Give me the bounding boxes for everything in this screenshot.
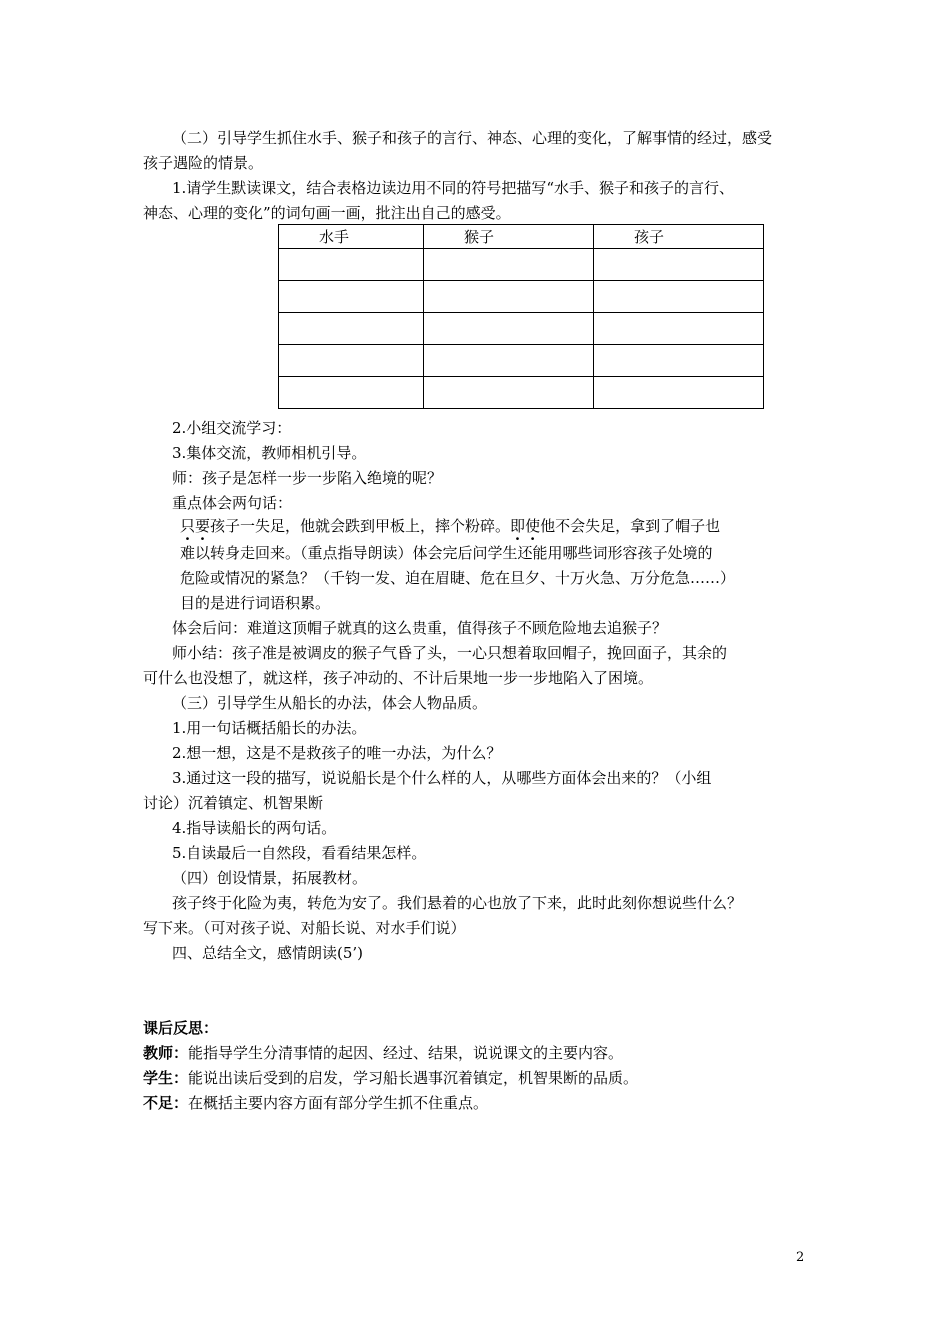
- table-cell: [279, 249, 424, 281]
- paragraph-line: 2.想一想，这是不是救孩子的唯一办法，为什么？: [172, 744, 502, 762]
- reflection-label: 学生：: [143, 1069, 189, 1087]
- emphasis-char: 要: [195, 517, 211, 535]
- paragraph-line: 4.指导读船长的两句话。: [172, 819, 337, 837]
- paragraph-line: 2.小组交流学习：: [172, 419, 292, 437]
- table-row: [279, 345, 764, 377]
- paragraph-line: 孩子终于化险为夷，转危为安了。我们悬着的心也放了下来，此时此刻你想说些什么？: [172, 894, 743, 912]
- paragraph-line: 5.自读最后一自然段，看看结果怎样。: [172, 844, 427, 862]
- table-cell: [594, 249, 764, 281]
- table-cell: [424, 313, 594, 345]
- paragraph-line: 师小结：孩子准是被调皮的猴子气昏了头，一心只想着取回帽子，挽回面子，其余的: [172, 644, 728, 662]
- reflection-text: 能说出读后受到的启发，学习船长遇事沉着镇定，机智果断的品质。: [188, 1069, 639, 1087]
- table-cell: [279, 377, 424, 409]
- reflection-label: 不足：: [143, 1094, 189, 1112]
- table-cell: [279, 281, 424, 313]
- paragraph-line: 3.通过这一段的描写，说说船长是个什么样的人，从哪些方面体会出来的？（小组: [172, 769, 712, 787]
- table-cell: [594, 281, 764, 313]
- emphasis-char: 即: [510, 517, 526, 535]
- table-header-cell: 孩子: [594, 225, 764, 249]
- key-sentence-line: 目的是进行词语积累。: [180, 594, 331, 612]
- table-cell: [424, 249, 594, 281]
- paragraph-line: 讨论）沉着镇定、机智果断: [143, 794, 324, 812]
- table-cell: [279, 313, 424, 345]
- paragraph-line: （三）引导学生从船长的办法，体会人物品质。: [172, 694, 488, 712]
- paragraph-line: 1.请学生默读课文，结合表格边读边用不同的符号把描写“水手、猴子和孩子的言行、: [172, 179, 734, 197]
- paragraph-line: 师：孩子是怎样一步一步陷入绝境的呢？: [172, 469, 443, 487]
- reflection-text: 在概括主要内容方面有部分学生抓不住重点。: [188, 1094, 489, 1112]
- table-cell: [424, 281, 594, 313]
- table-header-cell: 猴子: [424, 225, 594, 249]
- key-sentence-line: 危险或情况的紧急？（千钧一发、迫在眉睫、危在旦夕、十万火急、万分危急……）: [180, 569, 736, 587]
- table-cell: [424, 377, 594, 409]
- reflection-student: [143, 1068, 638, 1088]
- paragraph-line: 3.集体交流，教师相机引导。: [172, 444, 367, 462]
- paragraph-line: 神态、心理的变化”的词句画一画，批注出自己的感受。: [143, 204, 511, 222]
- emphasis-char: 使: [525, 517, 541, 535]
- table-cell: [279, 345, 424, 377]
- paragraph-line: 体会后问：难道这顶帽子就真的这么贵重，值得孩子不顾危险地去追猴子？: [172, 619, 668, 637]
- table-cell: [594, 345, 764, 377]
- table-row: [279, 377, 764, 409]
- reflection-title: 课后反思：: [143, 1019, 219, 1037]
- table-header-row: [279, 225, 764, 249]
- paragraph-line: 重点体会两句话：: [172, 494, 293, 512]
- page-number: 2: [796, 1250, 805, 1265]
- paragraph-line: 1.用一句话概括船长的办法。: [172, 719, 367, 737]
- paragraph-line: （二）引导学生抓住水手、猴子和孩子的言行、神态、心理的变化，了解事情的经过，感受: [172, 129, 773, 147]
- paragraph-line: 孩子遇险的情景。: [143, 154, 264, 172]
- key-sentence-line: [180, 516, 720, 536]
- emphasis-char: 只: [180, 517, 196, 535]
- reflection-text: 能指导学生分清事情的起因、经过、结果，说说课文的主要内容。: [188, 1044, 624, 1062]
- table-header-cell: 水手: [279, 225, 424, 249]
- table-cell: [594, 377, 764, 409]
- table-cell: [424, 345, 594, 377]
- paragraph-line: （四）创设情景，拓展教材。: [172, 869, 368, 887]
- reflection-teacher: [143, 1043, 623, 1063]
- table-row: [279, 313, 764, 345]
- key-sentence-line: 难以转身走回来。（重点指导朗读）体会完后问学生还能用哪些词形容孩子处境的: [180, 544, 713, 562]
- observation-table: [278, 224, 764, 409]
- reflection-label: 教师：: [143, 1044, 189, 1062]
- reflection-lack: [143, 1093, 488, 1113]
- paragraph-line: 可什么也没想了，就这样，孩子冲动的、不计后果地一步一步地陷入了困境。: [143, 669, 654, 687]
- key-sentence-part: 孩子一失足，他就会跌到甲板上，摔个粉碎。: [210, 517, 511, 535]
- paragraph-line: 写下来。（可对孩子说、对船长说、对水手们说）: [143, 919, 466, 937]
- table-row: [279, 281, 764, 313]
- paragraph-line: 四、总结全文，感情朗读(5’): [172, 944, 364, 962]
- table-cell: [594, 313, 764, 345]
- table-row: [279, 249, 764, 281]
- key-sentence-part: 他不会失足，拿到了帽子也: [540, 517, 721, 535]
